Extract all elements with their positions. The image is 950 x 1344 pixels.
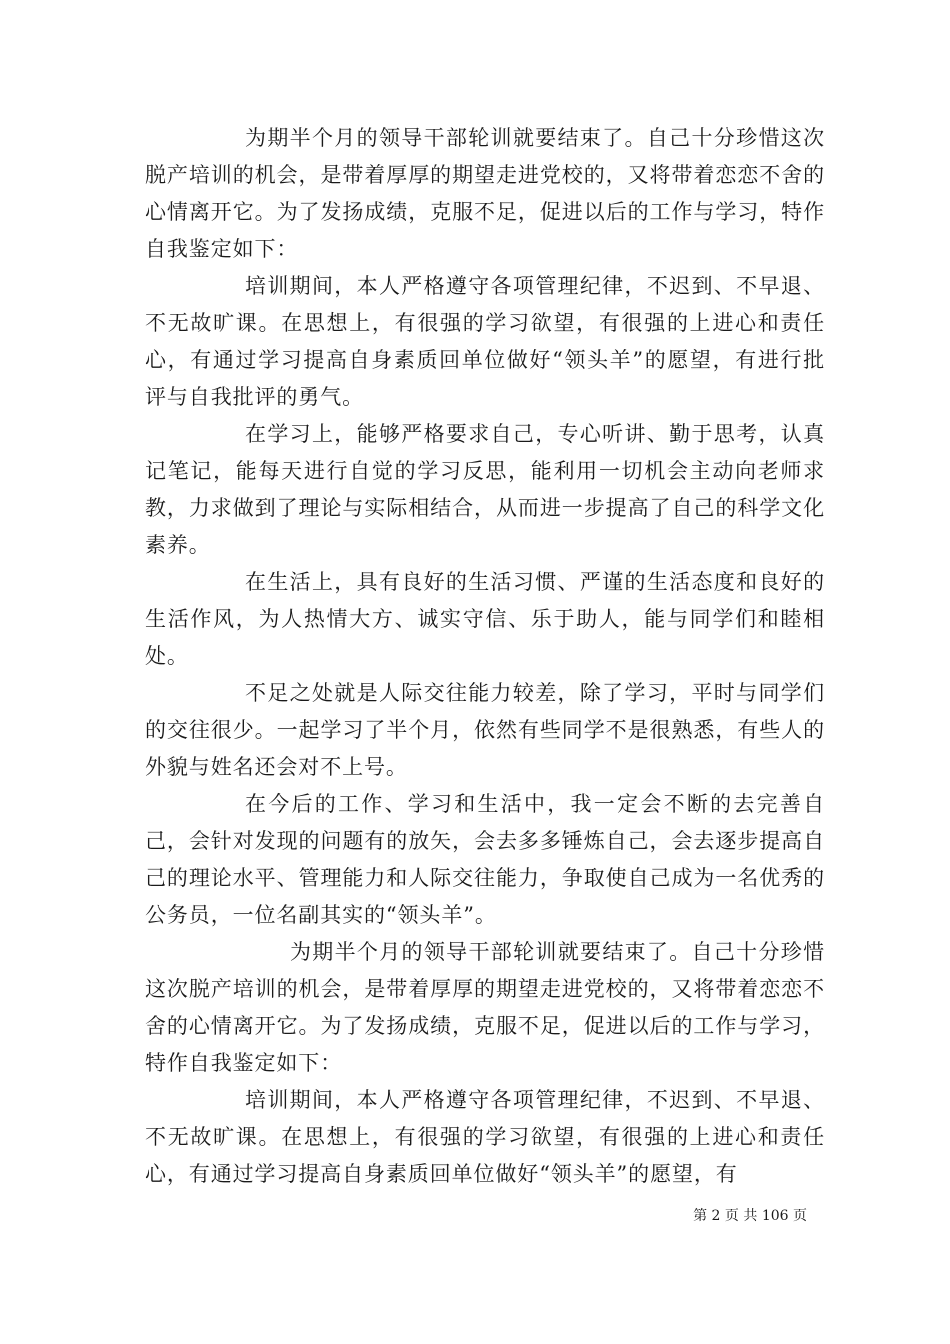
paragraph-intro: 为期半个月的领导干部轮训就要结束了。自己十分珍惜这次脱产培训的机会，是带着厚厚的期望走进党校的，又将带着恋恋不舍的心情离开它。为了发扬成绩，克服不足，促进以后的工作与学习，特作自我鉴定如下： xyxy=(145,126,825,261)
paragraph-future: 在今后的工作、学习和生活中，我一定会不断的去完善自己，会针对发现的问题有的放矢，会去多多锤炼自己，会去逐步提高自己的理论水平、管理能力和人际交往能力，争取使自己成为一名优秀的公务员，一位名副其实的“领头羊”。 xyxy=(145,792,825,927)
paragraph-discipline: 培训期间，本人严格遵守各项管理纪律，不迟到、不早退、不无故旷课。在思想上，有很强的学习欲望，有很强的上进心和责任心，有通过学习提高自身素质回单位做好“领头羊”的愿望，有进行批评与自我批评的勇气。 xyxy=(145,274,825,409)
paragraph-study: 在学习上，能够严格要求自己，专心听讲、勤于思考，认真记笔记，能每天进行自觉的学习反思，能利用一切机会主动向老师求教，力求做到了理论与实际相结合，从而进一步提高了自己的科学文化素养。 xyxy=(145,422,825,557)
paragraph-discipline-repeat: 培训期间，本人严格遵守各项管理纪律，不迟到、不早退、不无故旷课。在思想上，有很强的学习欲望，有很强的上进心和责任心，有通过学习提高自身素质回单位做好“领头羊”的愿望，有 xyxy=(145,1088,825,1186)
paragraph-shortcomings: 不足之处就是人际交往能力较差，除了学习，平时与同学们的交往很少。一起学习了半个月，依然有些同学不是很熟悉，有些人的外貌与姓名还会对不上号。 xyxy=(145,681,825,779)
document-body xyxy=(145,120,825,1193)
paragraph-intro-repeat: 为期半个月的领导干部轮训就要结束了。自己十分珍惜这次脱产培训的机会，是带着厚厚的期望走进党校的，又将带着恋恋不舍的心情离开它。为了发扬成绩，克服不足，促进以后的工作与学习，特作自我鉴定如下： xyxy=(145,940,825,1075)
page-number-footer: 第 2 页 共 106 页 xyxy=(693,1208,807,1224)
paragraph-life: 在生活上，具有良好的生活习惯、严谨的生活态度和良好的生活作风，为人热情大方、诚实守信、乐于助人，能与同学们和睦相处。 xyxy=(145,570,825,668)
